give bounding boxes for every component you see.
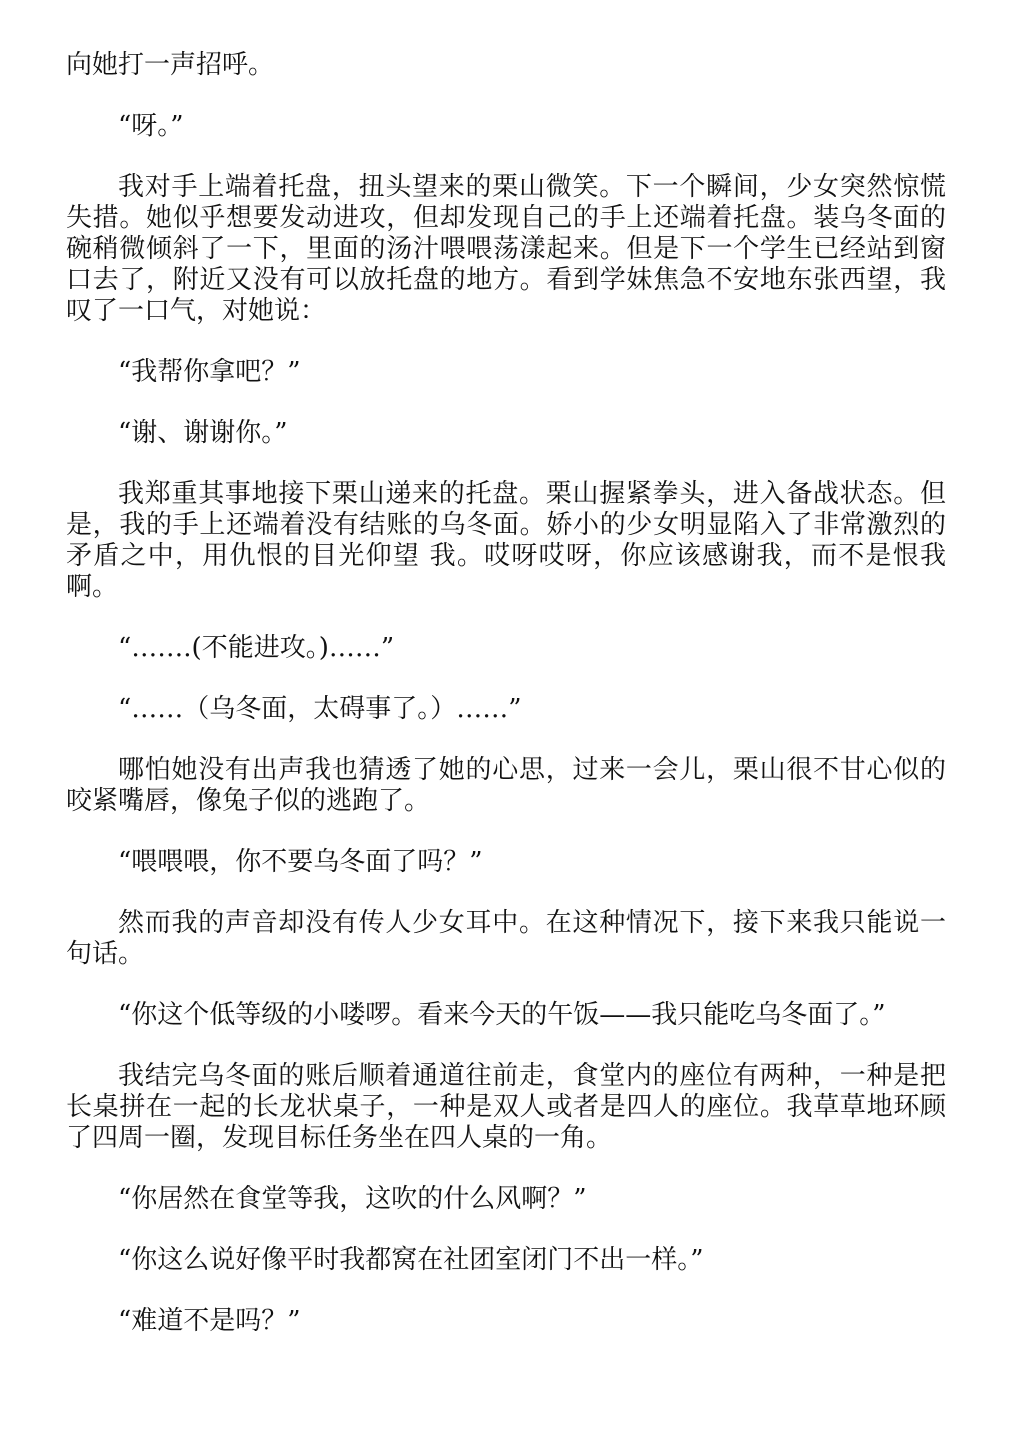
paragraph: “你居然在食堂等我，这吹的什么风啊？” xyxy=(118,1184,587,1214)
paragraph: “难道不是吗？” xyxy=(118,1306,301,1336)
document-body xyxy=(66,50,946,1367)
paragraph: “喂喂喂，你不要乌冬面了吗？” xyxy=(118,847,483,877)
paragraph: “你这个低等级的小喽啰。看来今天的午饭——我只能吃乌冬面了。” xyxy=(118,1000,886,1030)
paragraph: 我郑重其事地接下栗山递来的托盘。栗山握紧拳头，进入备战状态。但是，我的手上还端着没有结账的乌冬面。娇小的少女明显陷入了非常激烈的矛盾之中，用仇恨的目光仰望 我。哎呀哎呀，你应该感谢我，而不是恨我啊。 xyxy=(66,479,946,602)
paragraph: “…….(不能进攻。)……” xyxy=(118,633,395,663)
paragraph: “我帮你拿吧？” xyxy=(118,357,301,387)
paragraph: 向她打一声招呼。 xyxy=(66,50,275,80)
paragraph: 哪怕她没有出声我也猜透了她的心思，过来一会儿，栗山很不甘心似的咬紧嘴唇，像兔子似的逃跑了。 xyxy=(66,755,946,816)
paragraph: “……（乌冬面，太碍事了。）……” xyxy=(118,694,522,724)
paragraph: 然而我的声音却没有传人少女耳中。在这种情况下，接下来我只能说一句话。 xyxy=(66,908,946,969)
paragraph: 我对手上端着托盘，扭头望来的栗山微笑。下一个瞬间，少女突然惊慌失措。她似乎想要发动进攻，但却发现自己的手上还端着托盘。装乌冬面的碗稍微倾斜了一下，里面的汤汁喂喂荡漾起来。但是下一个学生已经站到窗口去了，附近又没有可以放托盘的地方。看到学妹焦急不安地东张西望，我叹了一口气，对她说： xyxy=(66,172,946,326)
paragraph: “谢、谢谢你。” xyxy=(118,418,288,448)
paragraph: “你这么说好像平时我都窝在社团室闭门不出一样。” xyxy=(118,1245,704,1275)
paragraph: 我结完乌冬面的账后顺着通道往前走，食堂内的座位有两种，一种是把长桌拼在一起的长龙状桌子，一种是双人或者是四人的座位。我草草地环顾了四周一圈，发现目标任务坐在四人桌的一角。 xyxy=(66,1061,946,1153)
paragraph: “呀。” xyxy=(118,111,184,141)
